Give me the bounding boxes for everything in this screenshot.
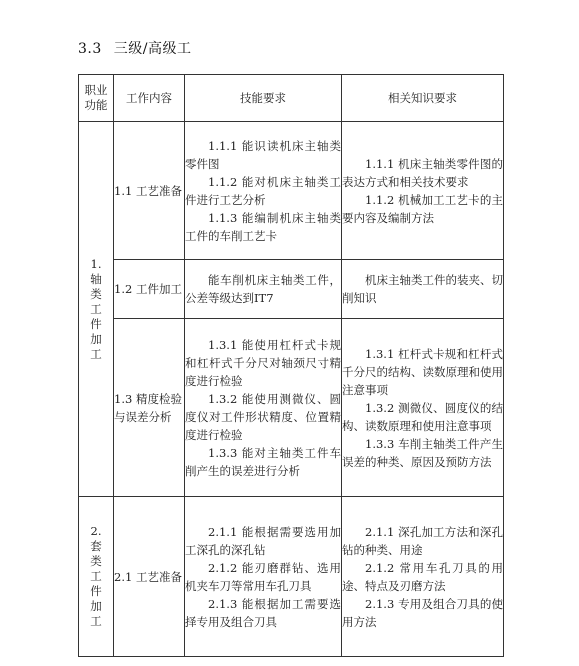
knowledge-cell (342, 122, 504, 260)
function-name: 轴类工件加工 (90, 271, 102, 361)
knowledge-cell (342, 319, 504, 497)
skills-cell (185, 122, 342, 260)
skill-item: 1.1.3 能编制机床主轴类工件的车削工艺卡 (185, 210, 341, 243)
knowledge-item: 1.3.2 测微仪、圆度仪的结构、读数原理和使用注意事项 (342, 400, 503, 433)
skill-item: 1.3.2 能使用测微仪、圆度仪对工件形状精度、位置精度进行检验 (185, 391, 341, 442)
header-function: 职业功能 (79, 75, 114, 122)
header-skills: 技能要求 (185, 75, 342, 122)
section-number: 3.3 (78, 41, 102, 57)
function-cell-2 (79, 497, 114, 657)
content-cell: 1.1 工艺准备 (114, 122, 185, 260)
header-knowledge: 相关知识要求 (342, 75, 504, 122)
knowledge-item: 1.3.1 杠杆式卡规和杠杆式千分尺的结构、读数原理和使用注意事项 (342, 346, 503, 397)
table-row (79, 122, 504, 260)
knowledge-item: 2.1.1 深孔加工方法和深孔钻的种类、用途 (342, 524, 503, 557)
skill-item: 1.1.2 能对机床主轴类工件进行工艺分析 (185, 174, 341, 207)
header-content: 工作内容 (114, 75, 185, 122)
skill-item: 1.3.3 能对主轴类工件车削产生的误差进行分析 (185, 445, 341, 478)
knowledge-item: 1.3.3 车削主轴类工件产生误差的种类、原因及预防方法 (342, 436, 503, 469)
skill-item: 2.1.3 能根据加工需要选择专用及组合刀具 (185, 596, 341, 629)
skill-item: 1.1.1 能识读机床主轴类零件图 (185, 138, 341, 171)
knowledge-cell (342, 497, 504, 657)
section-title: 三级/高级工 (113, 41, 192, 57)
table-row (79, 319, 504, 497)
content-cell: 1.3 精度检验与误差分析 (114, 319, 185, 497)
knowledge-cell (342, 260, 504, 319)
function-index: 2. (90, 524, 102, 538)
knowledge-item: 2.1.2 常用车孔刀具的用途、特点及刃磨方法 (342, 560, 503, 593)
section-heading (78, 38, 191, 58)
skill-item: 2.1.2 能刃磨群钻、选用机夹车刀等常用车孔刀具 (185, 560, 341, 593)
table-row (79, 260, 504, 319)
content-cell: 2.1 工艺准备 (114, 497, 185, 657)
skill-item: 2.1.1 能根据需要选用加工深孔的深孔钻 (185, 524, 341, 557)
content-cell: 1.2 工件加工 (114, 260, 185, 319)
table-row (79, 497, 504, 657)
table-header-row (79, 75, 504, 122)
function-cell-1 (79, 122, 114, 497)
knowledge-item: 机床主轴类工件的装夹、切削知识 (342, 273, 503, 305)
knowledge-item: 1.1.1 机床主轴类零件图的表达方式和相关技术要求 (342, 156, 503, 189)
function-name: 套类工件加工 (90, 539, 102, 628)
skill-item: 1.3.1 能使用杠杆式卡规和杠杆式千分尺对轴颈尺寸精度进行检验 (185, 337, 341, 388)
skill-item: 能车削机床主轴类工件，公差等级达到IT7 (185, 273, 341, 305)
skills-cell (185, 319, 342, 497)
function-index: 1. (90, 256, 102, 271)
skills-cell (185, 260, 342, 319)
knowledge-item: 1.1.2 机械加工工艺卡的主要内容及编制方法 (342, 192, 503, 225)
skill-standard-table (78, 74, 504, 657)
skills-cell (185, 497, 342, 657)
knowledge-item: 2.1.3 专用及组合刀具的使用方法 (342, 596, 503, 629)
